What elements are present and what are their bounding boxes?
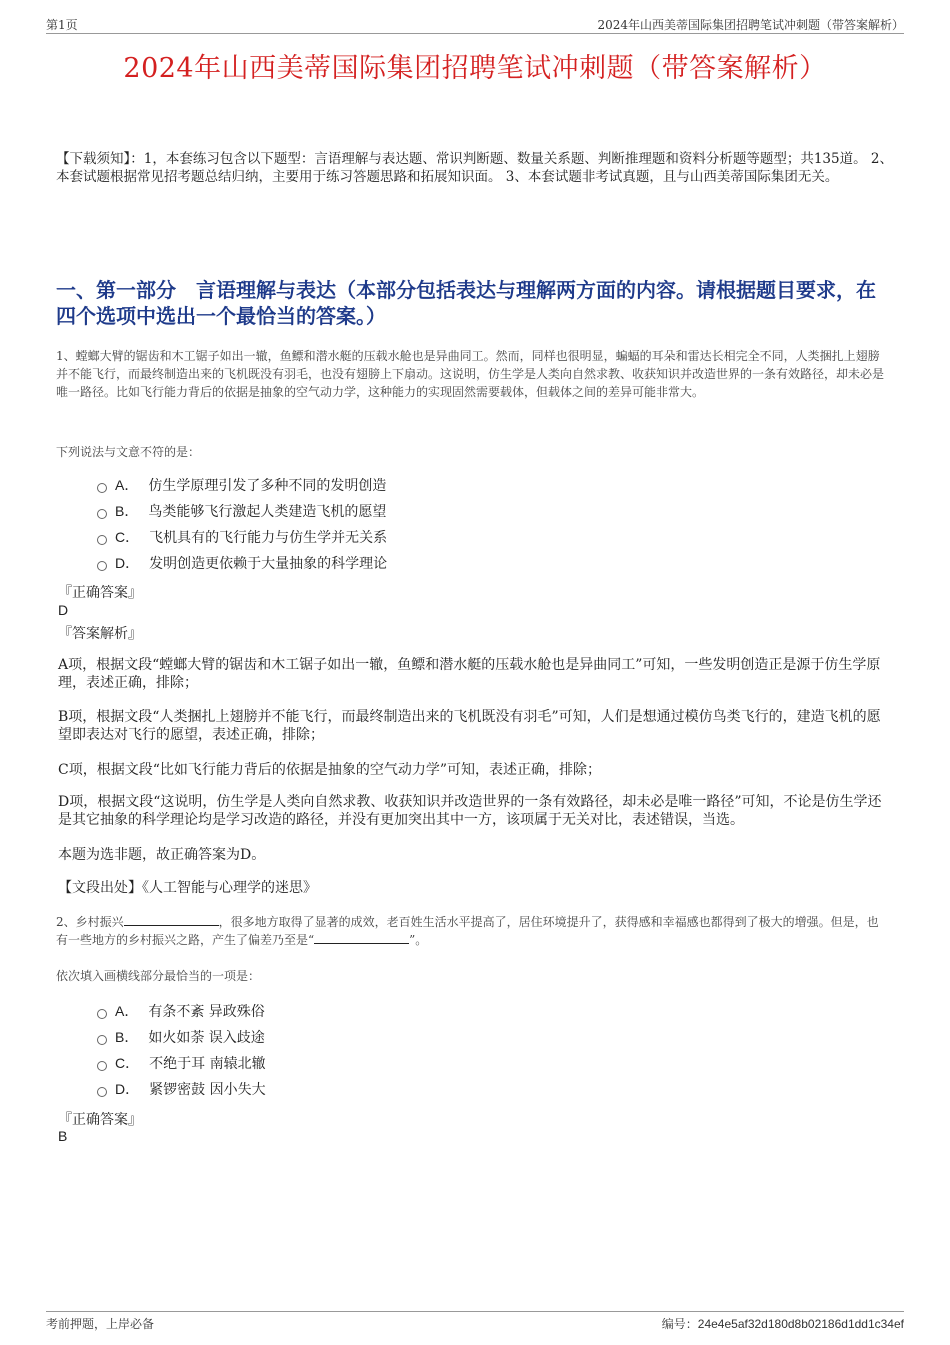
q2-option-a[interactable]: [97, 998, 266, 1024]
option-letter: B．: [115, 503, 139, 519]
q1-option-b[interactable]: [97, 498, 387, 524]
correct-answer: D: [58, 602, 69, 618]
option-letter: D．: [115, 1081, 140, 1097]
option-letter: C．: [115, 529, 140, 545]
correct-answer-label: 『正确答案』: [58, 1112, 142, 1128]
question-1-prompt: 下列说法与文意不符的是：: [56, 445, 201, 459]
page-footer: [46, 1311, 904, 1335]
download-notice: 【下载须知】：1，本套练习包含以下题型：言语理解与表达题、常识判断题、数量关系题、判断推理题和资料分析题等题型；共135道。 2、本套试题根据常见招考题总结归纳，主要用于练习答题思路和拓展知识面。 3、本套试题非考试真题，且与山西美蒂国际集团无关。: [56, 151, 893, 185]
question-1-text: 1、螳螂大臂的锯齿和木工锯子如出一辙，鱼鳔和潜水艇的压载水舱也是异曲同工。然而，同样也很明显，蝙蝠的耳朵和雷达长相完全不同，人类捆扎上翅膀并不能飞行，而最终制造出来的飞机既没有羽毛，也没有翅膀上下扇动。这说明，仿生学是人类向自然求教、收获知识并改造世界的一条有效路径，却未必是唯一路径。比如飞行能力背后的依据是抽象的空气动力学，这种能力的实现固然需要载体，但载体之间的差异可能非常大。: [56, 349, 885, 399]
section-title: 一、第一部分 言语理解与表达（本部分包括表达与理解两方面的内容。请根据题目要求，在四个选项中选出一个最恰当的答案。）: [56, 278, 876, 328]
radio-icon[interactable]: [97, 483, 107, 493]
text-source: 【文段出处】《人工智能与心理学的迷思》: [58, 880, 317, 896]
option-text: 紧锣密鼓 因小失大: [149, 1082, 266, 1098]
q1-option-d[interactable]: [97, 550, 387, 576]
analysis-conclusion: 本题为选非题，故正确答案为D。: [58, 847, 266, 863]
q1-option-c[interactable]: [97, 524, 387, 550]
option-text: 不绝于耳 南辕北辙: [149, 1056, 266, 1072]
question-2-prompt: 依次填入画横线部分最恰当的一项是：: [56, 969, 261, 983]
option-letter: A．: [115, 1003, 139, 1019]
footer-code: [662, 1315, 904, 1332]
analysis-item-d: D项，根据文段“这说明，仿生学是人类向自然求教、收获知识并改造世界的一条有效路径，却未必是唯一路径”可知，不论是仿生学还是其它抽象的科学理论均是学习改造的路径，并没有更加突出其中一方，该项属于无关对比，表述错误，当选。: [58, 794, 882, 828]
page-header: [46, 14, 904, 34]
q2-text-part: ”。: [409, 933, 428, 947]
radio-icon[interactable]: [97, 1009, 107, 1019]
q2-text-part: 2、乡村振兴: [56, 915, 124, 929]
document-title: 2024年山西美蒂国际集团招聘笔试冲刺题（带答案解析）: [123, 53, 827, 84]
radio-icon[interactable]: [97, 509, 107, 519]
question-2-text: [56, 913, 890, 949]
option-text: 有条不紊 异政殊俗: [148, 1004, 265, 1020]
header-doc-name: 2024年山西美蒂国际集团招聘笔试冲刺题（带答案解析）: [597, 18, 904, 32]
option-text: 仿生学原理引发了多种不同的发明创造: [148, 478, 387, 494]
analysis-label: 『答案解析』: [58, 626, 142, 642]
option-letter: C．: [115, 1055, 140, 1071]
q2-option-b[interactable]: [97, 1024, 266, 1050]
option-text: 如火如荼 误入歧途: [148, 1030, 265, 1046]
page-number: 第1页: [46, 18, 78, 32]
option-text: 飞机具有的飞行能力与仿生学并无关系: [149, 530, 388, 546]
analysis-item-a: A项，根据文段“螳螂大臂的锯齿和木工锯子如出一辙，鱼鳔和潜水艇的压载水舱也是异曲同工”可知，一些发明创造正是源于仿生学原理，表述正确，排除；: [58, 657, 881, 691]
radio-icon[interactable]: [97, 1061, 107, 1071]
question-1-options: [97, 472, 387, 576]
q2-option-d[interactable]: [97, 1076, 266, 1102]
correct-answer: B: [58, 1128, 68, 1144]
radio-icon[interactable]: [97, 535, 107, 545]
footer-slogan: 考前押题，上岸必备: [46, 1317, 155, 1331]
code-value: 24e4e5af32d180d8b02186d1dd1c34ef: [697, 1317, 904, 1331]
option-letter: B．: [115, 1029, 139, 1045]
radio-icon[interactable]: [97, 1087, 107, 1097]
q2-option-c[interactable]: [97, 1050, 266, 1076]
fill-blank-1[interactable]: [124, 914, 219, 926]
q1-option-a[interactable]: [97, 472, 387, 498]
question-2-options: [97, 998, 266, 1102]
radio-icon[interactable]: [97, 561, 107, 571]
radio-icon[interactable]: [97, 1035, 107, 1045]
fill-blank-2[interactable]: [314, 932, 409, 944]
correct-answer-label: 『正确答案』: [58, 585, 142, 601]
option-letter: D．: [115, 555, 140, 571]
code-label: 编号：: [661, 1317, 698, 1331]
option-letter: A．: [115, 477, 139, 493]
option-text: 发明创造更依赖于大量抽象的科学理论: [149, 556, 388, 572]
analysis-item-c: C项，根据文段“比如飞行能力背后的依据是抽象的空气动力学”可知，表述正确，排除；: [58, 762, 602, 778]
analysis-item-b: B项，根据文段“人类捆扎上翅膀并不能飞行，而最终制造出来的飞机既没有羽毛”可知，人们是想通过模仿鸟类飞行的，建造飞机的愿望即表达对飞行的愿望，表述正确，排除；: [58, 709, 881, 743]
option-text: 鸟类能够飞行激起人类建造飞机的愿望: [148, 504, 387, 520]
q2-text-part: ，很多地方取得了显著的成效，老百姓生活水平提高了，居住环境提升了，获得感和幸福感也都得到了极大的增强。但是，也有一些地方的乡村振兴之路，产生了偏差乃至是“: [56, 915, 879, 947]
